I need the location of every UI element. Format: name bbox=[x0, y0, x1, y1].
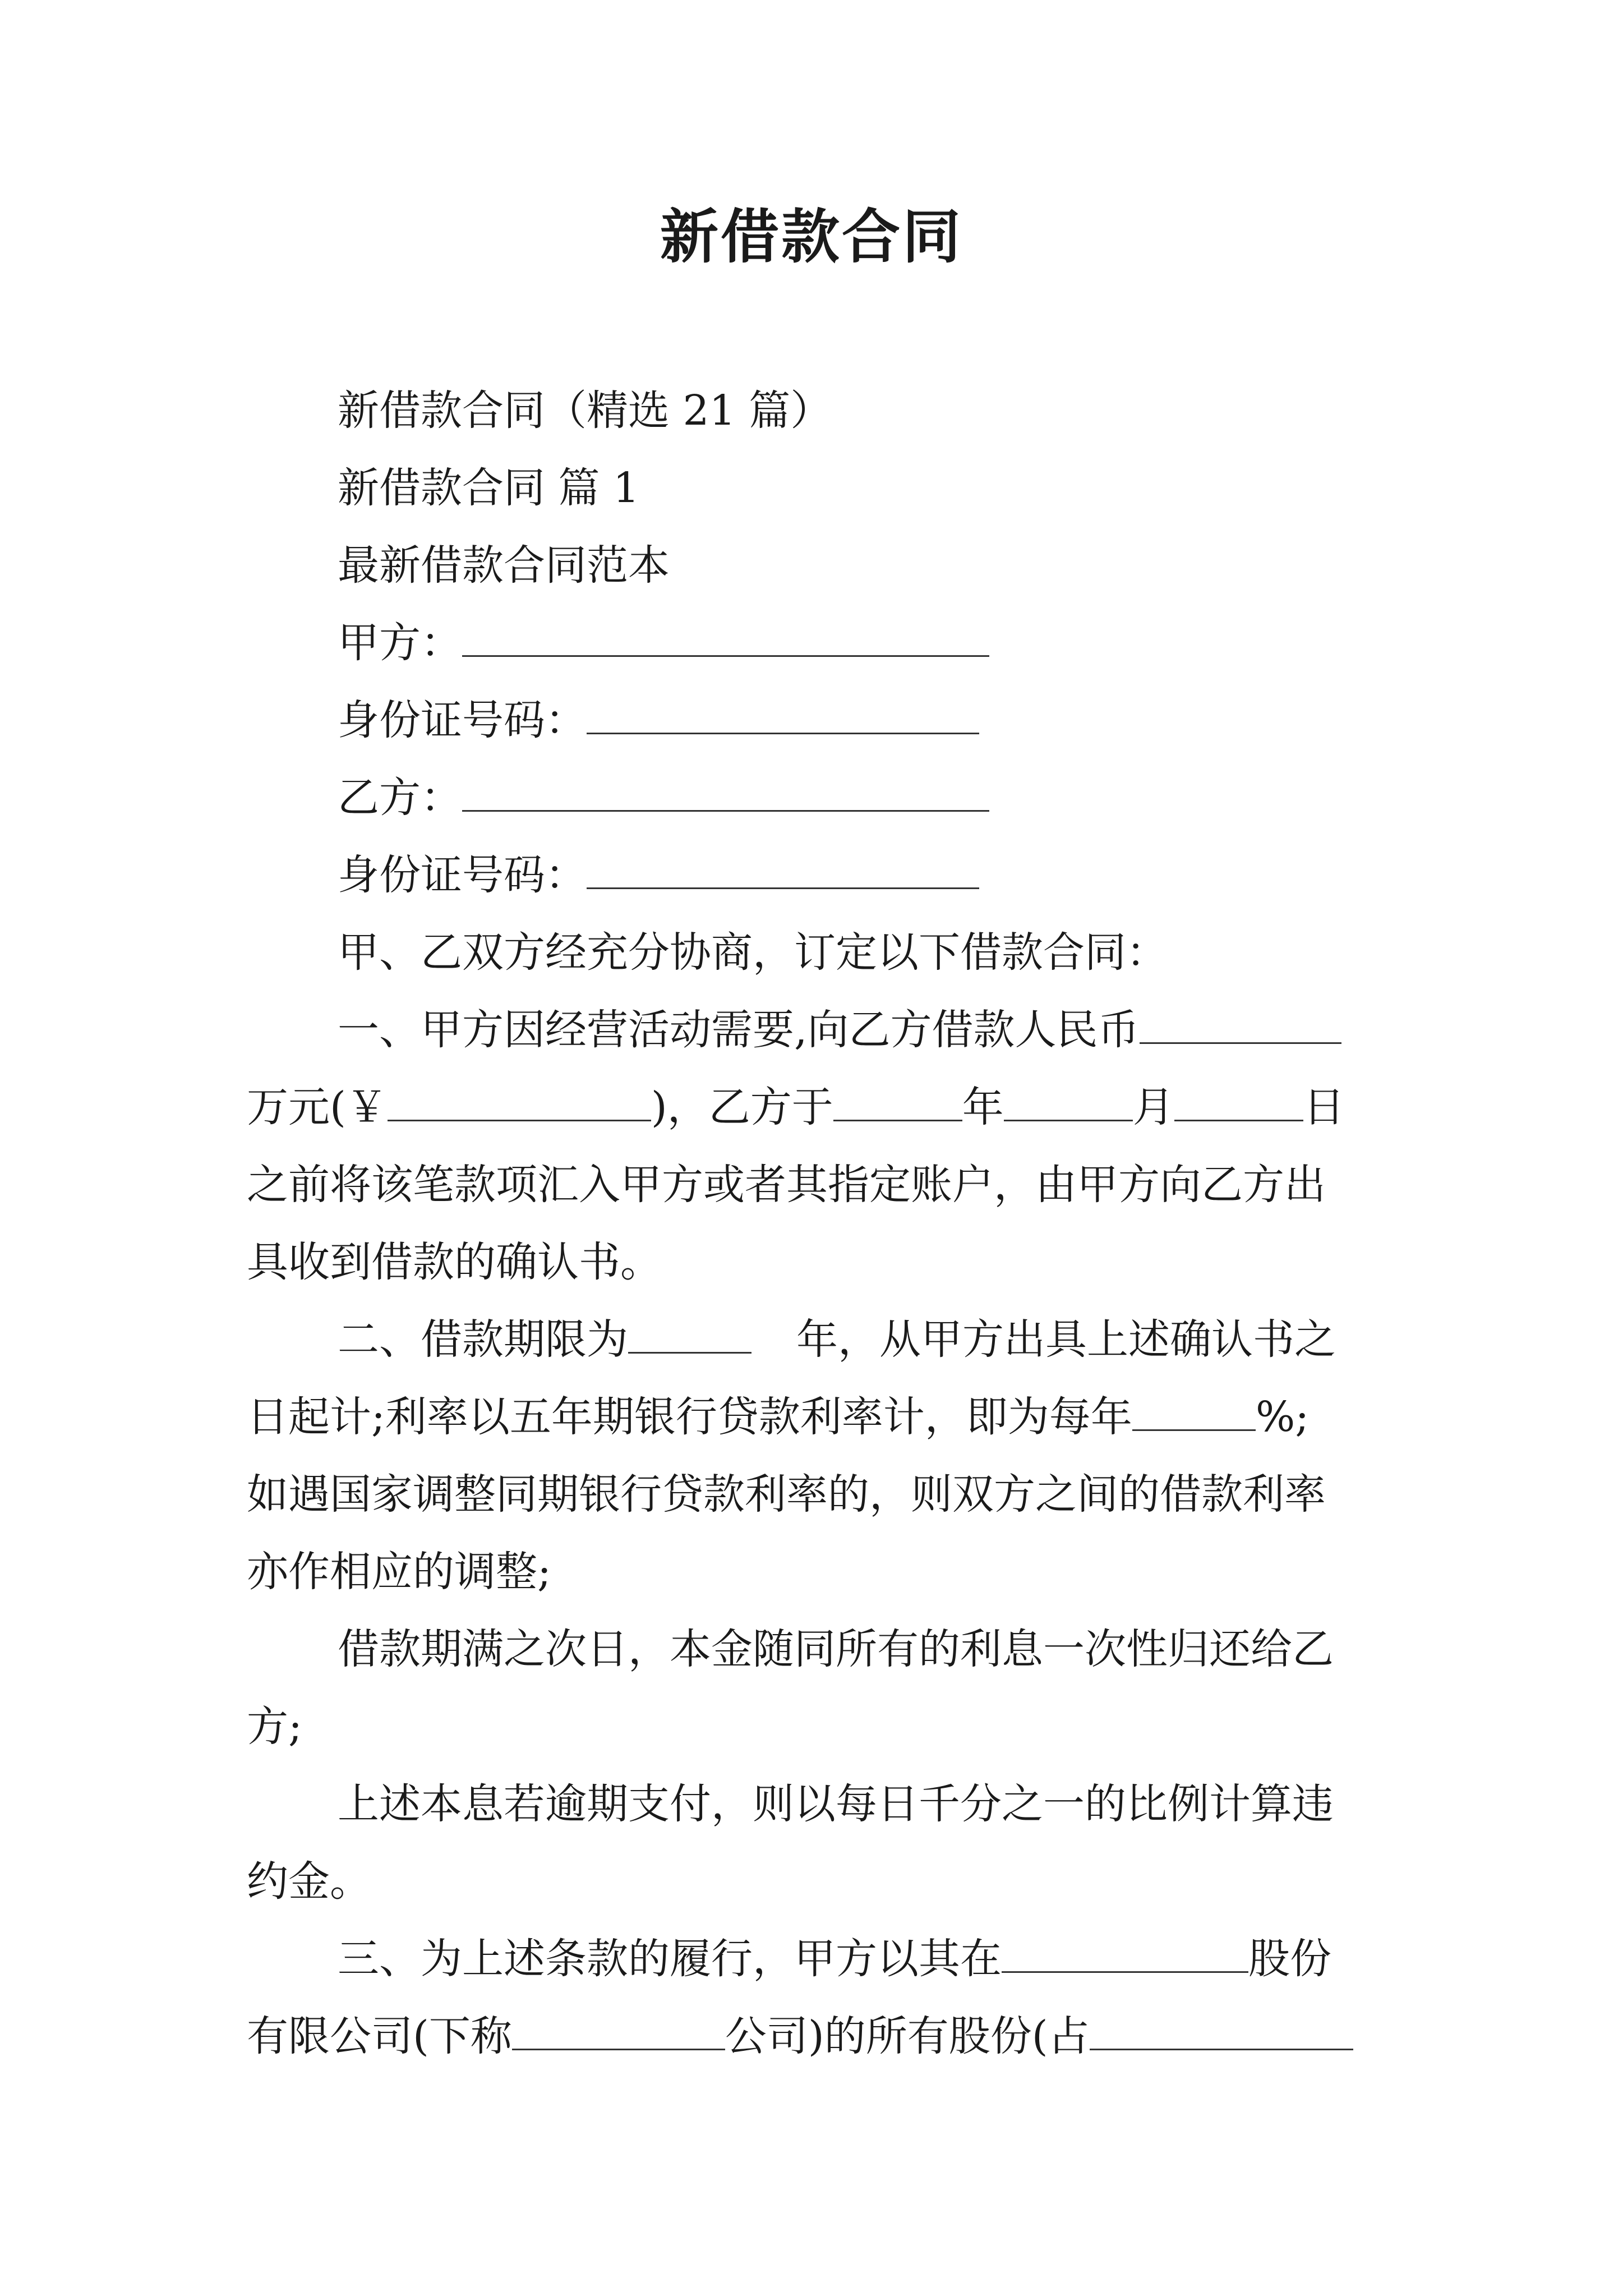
party-a-id-row bbox=[338, 692, 1465, 748]
intro-text: 甲、乙双方经充分协商，订定以下借款合同： bbox=[338, 928, 1168, 977]
clause1-text2a: 万元(￥ bbox=[247, 1083, 388, 1131]
party-a-id-label: 身份证号码： bbox=[338, 696, 587, 744]
clause2-text1b: 年，从甲方出具上述确认书之 bbox=[796, 1315, 1336, 1364]
day-label: 日 bbox=[1303, 1083, 1345, 1131]
repay-line1: 借款期满之次日，本金随同所有的利息一次性归还给乙 bbox=[338, 1625, 1334, 1673]
party-b-id-row bbox=[338, 847, 1465, 903]
clause1-line1 bbox=[338, 1002, 1465, 1058]
share-percentage-blank[interactable] bbox=[1090, 2013, 1353, 2050]
clause3-line1 bbox=[338, 1931, 1465, 1987]
subtitle: 新借款合同（精选 21 篇） bbox=[338, 386, 832, 435]
document-title: 新借款合同 bbox=[660, 202, 963, 271]
clause2-line2 bbox=[247, 1389, 1374, 1445]
clause3-text1b: 股份 bbox=[1248, 1935, 1331, 1983]
clause2-text2a: 日起计;利率以五年期银行贷款利率计，即为每年 bbox=[247, 1393, 1132, 1441]
year-label: 年 bbox=[962, 1083, 1004, 1131]
clause1-text2b: )，乙方于 bbox=[651, 1083, 833, 1131]
month-blank[interactable] bbox=[1004, 1084, 1133, 1121]
clause3-text1a: 三、为上述条款的履行，甲方以其在 bbox=[338, 1935, 1002, 1983]
penalty-line2: 约金。 bbox=[247, 1857, 371, 1906]
clause2-text1a: 二、借款期限为 bbox=[338, 1315, 628, 1364]
party-b-row bbox=[338, 770, 1465, 826]
penalty-line1: 上述本息若逾期支付，则以每日千分之一的比例计算违 bbox=[338, 1780, 1334, 1828]
company-short-name-blank[interactable] bbox=[512, 2013, 725, 2050]
clause1-line4: 具收到借款的确认书。 bbox=[247, 1238, 662, 1286]
clause3-text2a: 有限公司(下称 bbox=[247, 2012, 512, 2060]
clause1-line2 bbox=[247, 1079, 1374, 1135]
clause3-line2 bbox=[247, 2008, 1374, 2064]
day-blank[interactable] bbox=[1174, 1084, 1303, 1121]
party-b-id-label: 身份证号码： bbox=[338, 851, 587, 899]
month-label: 月 bbox=[1132, 1083, 1174, 1131]
clause1-line3: 之前将该笔款项汇入甲方或者其指定账户，由甲方向乙方出 bbox=[247, 1161, 1326, 1209]
clause3-text2b: 公司)的所有股份(占 bbox=[725, 2012, 1090, 2060]
party-a-blank[interactable] bbox=[462, 619, 989, 657]
party-b-label: 乙方： bbox=[338, 774, 462, 822]
template-name: 最新借款合同范本 bbox=[338, 541, 670, 590]
party-b-id-blank[interactable] bbox=[587, 852, 979, 889]
section-heading: 新借款合同 篇 1 bbox=[338, 464, 640, 512]
clause2-line1 bbox=[338, 1312, 1465, 1368]
company-name-blank[interactable] bbox=[1002, 1935, 1248, 1973]
clause2-line4: 亦作相应的调整; bbox=[247, 1548, 551, 1596]
party-a-row bbox=[338, 615, 1465, 671]
clause2-line3: 如遇国家调整同期银行贷款利率的，则双方之间的借款利率 bbox=[247, 1470, 1326, 1519]
year-blank[interactable] bbox=[833, 1084, 962, 1121]
repay-line2: 方; bbox=[247, 1703, 302, 1751]
amount-figure-blank[interactable] bbox=[388, 1084, 651, 1121]
interest-rate-blank[interactable] bbox=[1132, 1393, 1256, 1431]
clause2-text2b: %; bbox=[1255, 1393, 1310, 1441]
party-b-blank[interactable] bbox=[462, 774, 989, 812]
party-a-label: 甲方： bbox=[338, 619, 462, 667]
loan-amount-blank[interactable] bbox=[1140, 1006, 1341, 1044]
party-a-id-blank[interactable] bbox=[587, 697, 979, 734]
loan-term-blank[interactable] bbox=[628, 1316, 751, 1354]
clause1-text1: 一、甲方因经营活动需要,向乙方借款人民币 bbox=[338, 1006, 1140, 1054]
